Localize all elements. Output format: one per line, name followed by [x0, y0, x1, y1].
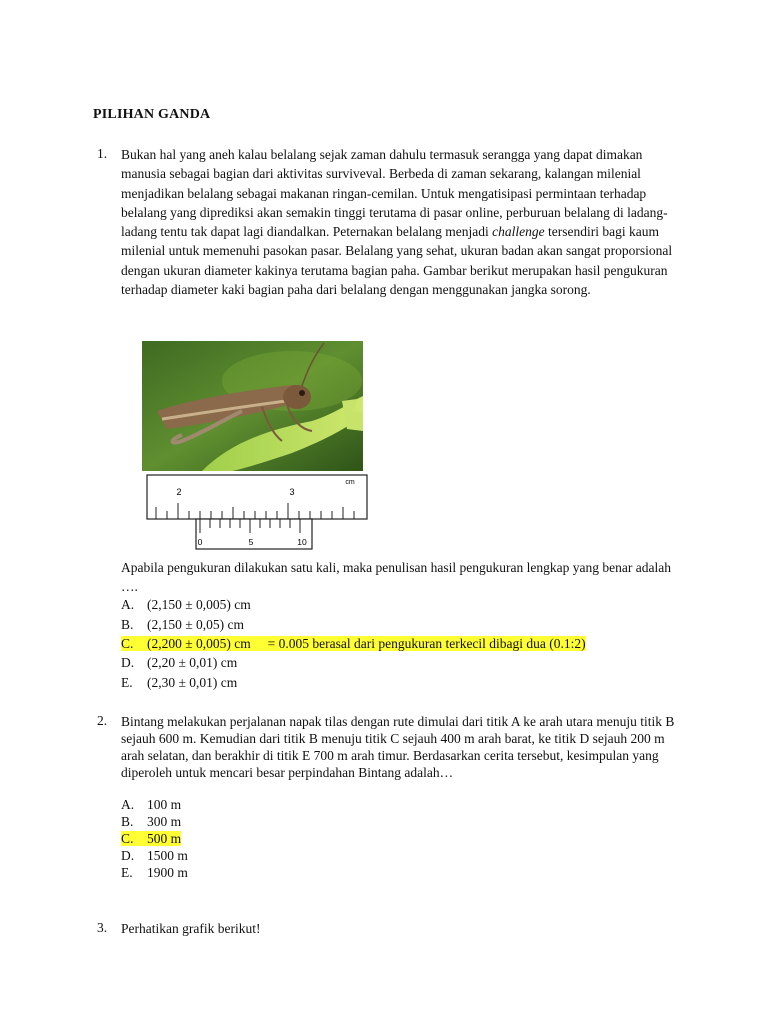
option-text: 500 m — [147, 831, 182, 846]
option-letter: E. — [121, 865, 133, 880]
question-2-option-c — [121, 830, 181, 847]
question-1-option-a — [121, 596, 251, 614]
main-scale-label-3: 3 — [289, 487, 295, 497]
option-letter: D. — [121, 655, 135, 670]
question-2-text: Bintang melakukan perjalanan napak tilas dengan rute dimulai dari titik A ke arah utara menuju titik B sejauh 600 m. Kemudian dari titik B menuju titik C sejauh 400 m arah barat, ke titik D sejauh 200 m arah selatan, dan berakhir di titik E 700 m arah timur. Berdasarkan cerita tersebut, kesimpulan yang diperoleh untuk mencari besar perpindahan Bintang adalah… — [121, 714, 675, 780]
section-heading: PILIHAN GANDA — [93, 107, 211, 122]
option-text: (2,200 ± 0,005) cm = 0.005 berasal dari pengukuran terkecil dibagi dua (0.1:2) — [147, 636, 586, 651]
option-text: 100 m — [147, 797, 182, 812]
option-letter: B. — [121, 617, 134, 632]
option-text: 300 m — [147, 814, 182, 829]
question-3-number: 3. — [97, 920, 108, 935]
question-2-option-e — [121, 864, 188, 881]
unit-label: cm — [345, 479, 355, 486]
question-2-option-d — [121, 847, 188, 864]
main-scale-label-2: 2 — [176, 487, 182, 497]
question-2-number: 2. — [97, 713, 108, 728]
question-1-text — [121, 145, 676, 299]
question-1-option-b — [121, 616, 244, 634]
question-1-text-before: Bukan hal yang aneh kalau belalang sejak zaman dahulu termasuk serangga yang dapat dimakan manusia sebagai bagian dari aktivitas surviveval. Berbeda di zaman sekarang, kalangan milenial menjadikan belalang sebagai makanan ringan-cemilan. Untuk mengatisipasi permintaan terhadap belalang yang diprediksi akan semakin tinggi terutama di pasar online, perburuan belalang di ladang-ladang tentu tak dapat lagi diandalkan. Peternakan belalang menjadi — [121, 147, 668, 240]
option-text: (2,150 ± 0,05) cm — [147, 617, 245, 632]
option-letter: A. — [121, 797, 135, 812]
option-text: (2,20 ± 0,01) cm — [147, 655, 238, 670]
question-3-text: Perhatikan grafik berikut! — [121, 921, 261, 936]
option-letter: D. — [121, 848, 135, 863]
question-2-option-a — [121, 796, 181, 813]
question-1-italic-word: challenge — [492, 224, 545, 240]
option-text: (2,30 ± 0,01) cm — [147, 675, 238, 690]
question-1-option-c — [121, 635, 586, 653]
highlighted-answer — [121, 831, 181, 846]
vernier-caliper-diagram — [142, 473, 372, 551]
option-letter: C. — [121, 831, 134, 846]
option-letter: C. — [121, 636, 134, 651]
vernier-label-10: 10 — [297, 537, 307, 547]
question-1-prompt: Apabila pengukuran dilakukan satu kali, maka penulisan hasil pengukuran lengkap yang benar adalah …. — [121, 560, 671, 595]
option-letter: A. — [121, 597, 135, 612]
vernier-label-5: 5 — [248, 537, 254, 547]
question-1-number: 1. — [97, 146, 108, 161]
question-1-text-after: tersendiri bagi kaum milenial untuk memenuhi pasokan pasar. Belalang yang sehat, ukuran badan akan sangat proporsional dengan ukuran diameter kakinya terutama bagian paha. Gambar berikut merupakan hasil pengukuran terhadap diameter kaki bagian paha dari belalang dengan menggunakan jangka sorong. — [121, 224, 673, 298]
highlighted-answer — [121, 636, 586, 651]
option-text: (2,150 ± 0,005) cm — [147, 597, 251, 612]
question-2-option-b — [121, 813, 181, 830]
vernier-label-0: 0 — [197, 537, 203, 547]
option-letter: B. — [121, 814, 134, 829]
option-text: 1500 m — [147, 848, 188, 863]
option-letter: E. — [121, 675, 133, 690]
option-text: 1900 m — [147, 865, 188, 880]
grasshopper-photo — [142, 341, 363, 471]
question-1-option-e — [121, 674, 237, 692]
question-1-option-d — [121, 654, 237, 672]
